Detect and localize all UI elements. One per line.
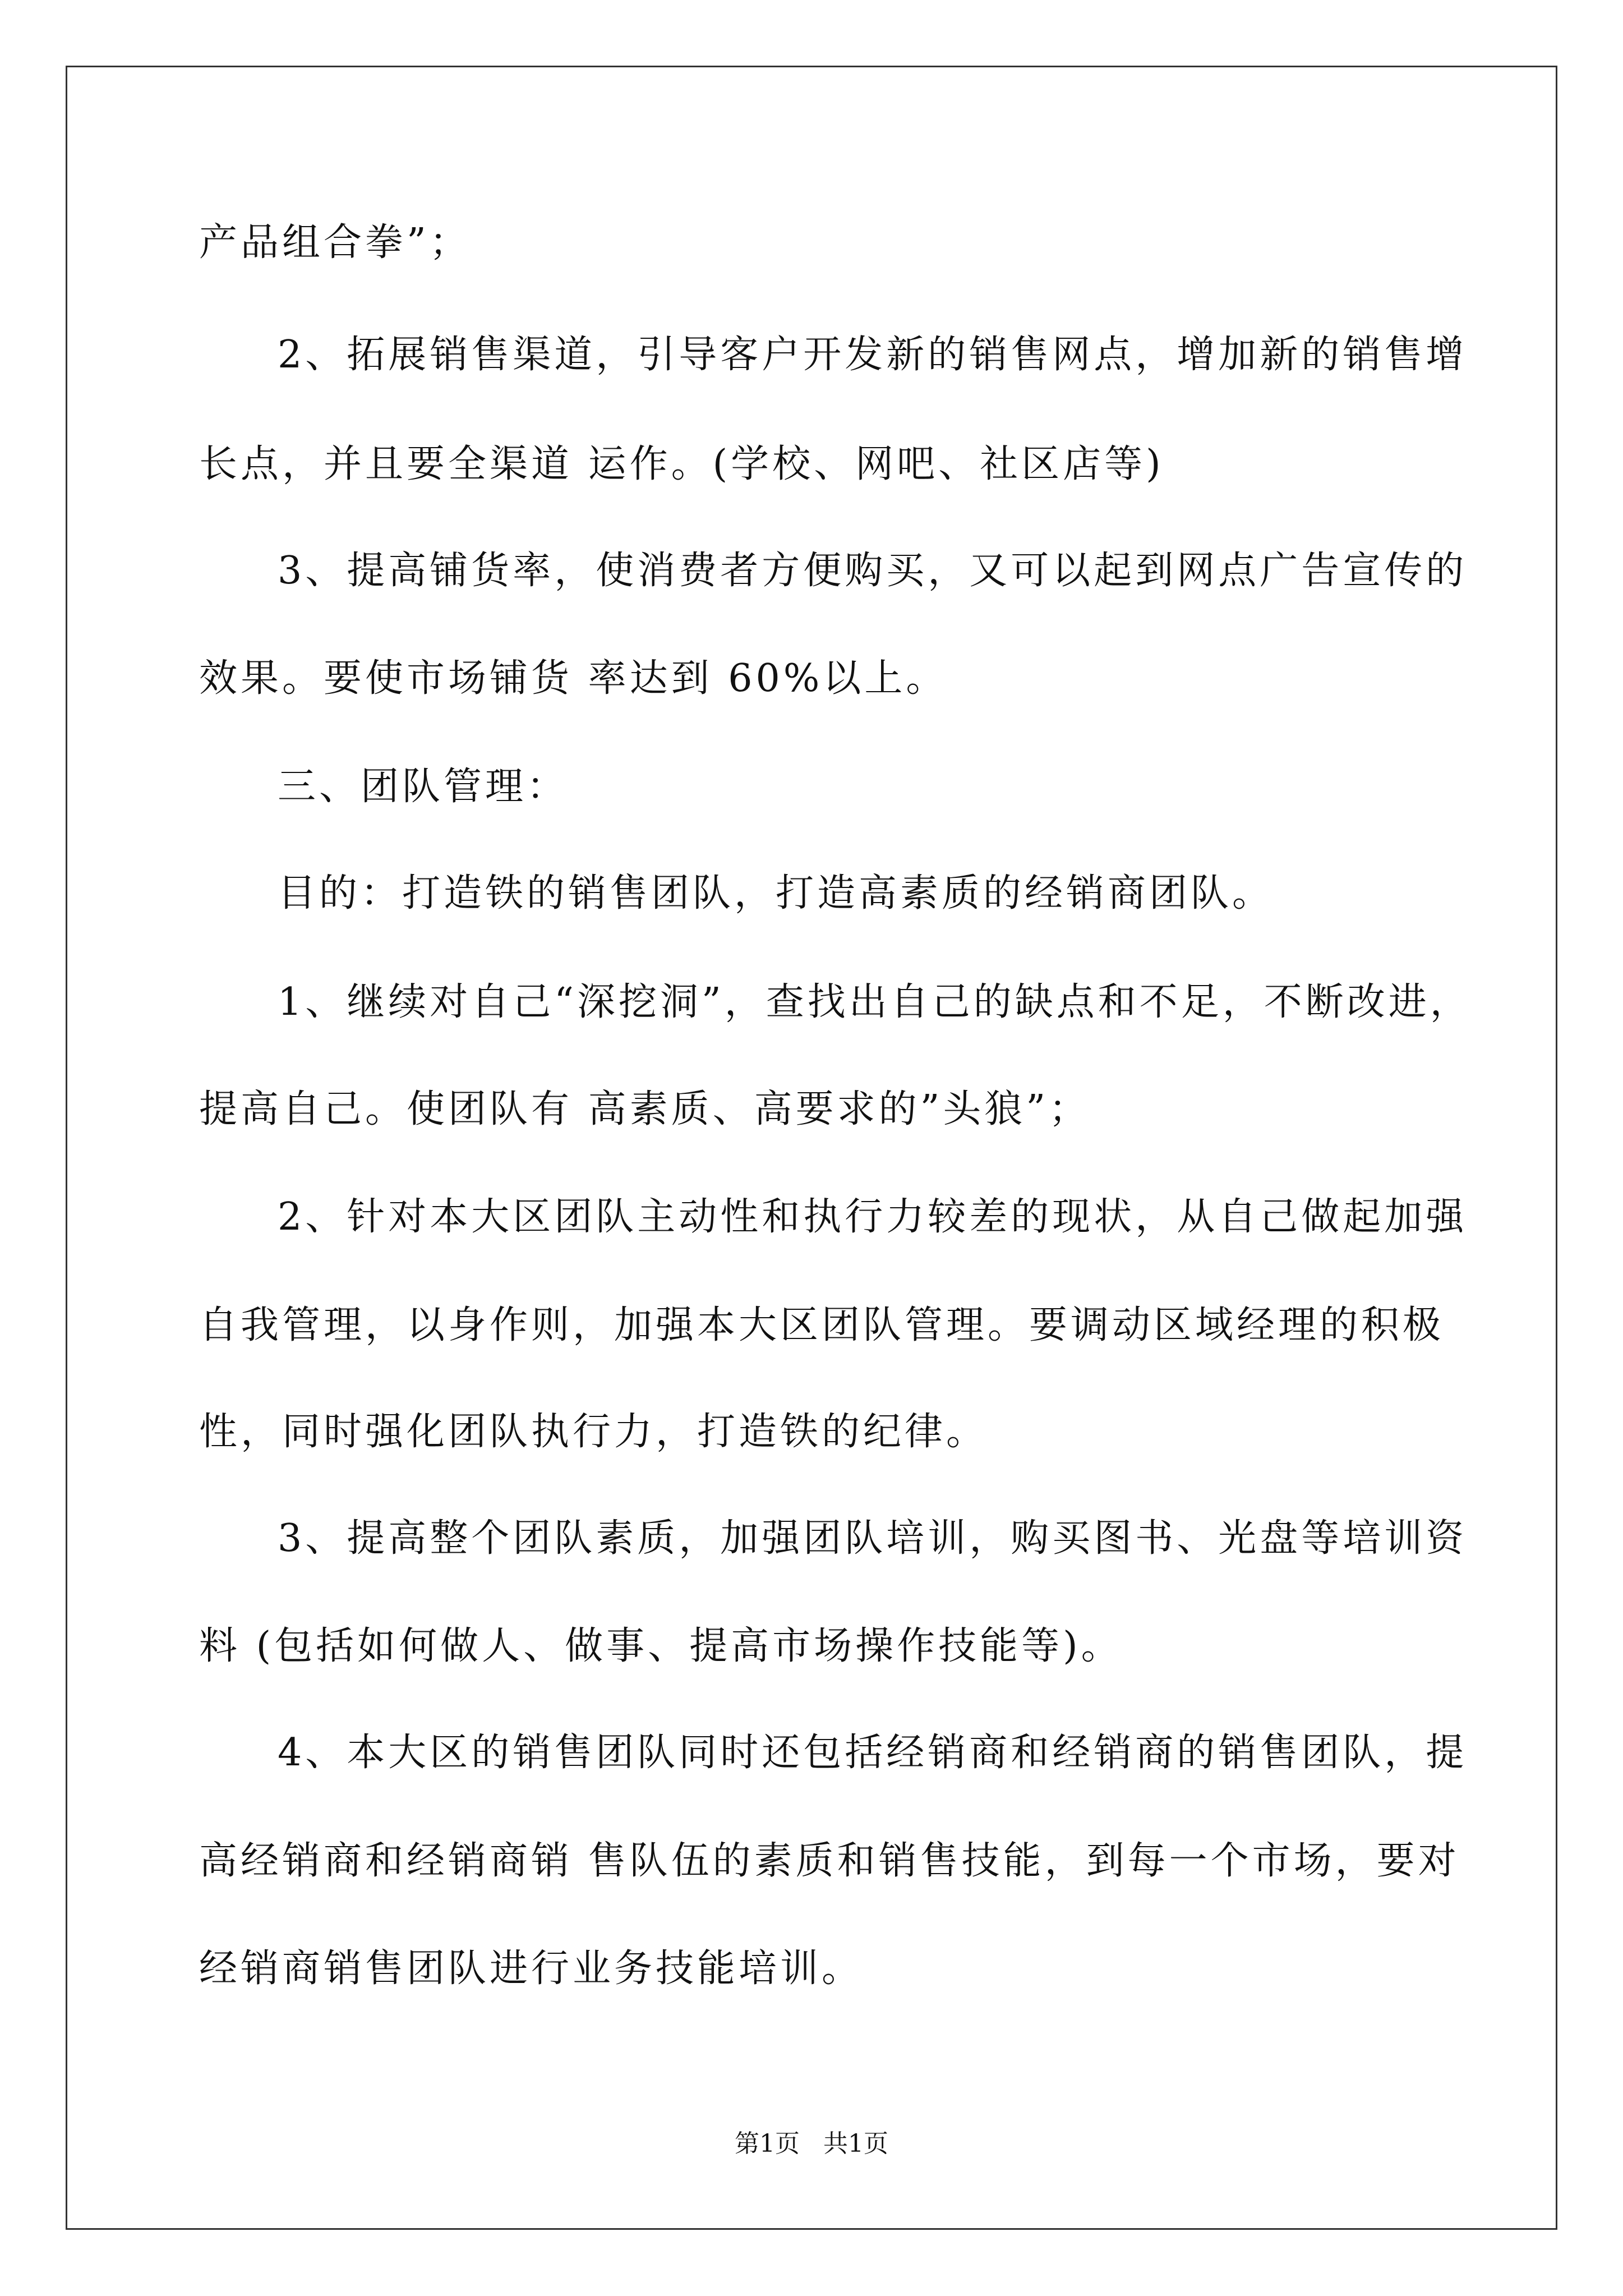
- text-line: 4、本大区的销售团队同时还包括经销商和经销商的销售团队，提: [278, 1731, 1468, 1775]
- text-line: 效果。要使市场铺货 率达到 60%以上。: [199, 656, 948, 701]
- section-heading: 三、团队管理：: [278, 765, 569, 809]
- text-line: 1、继续对自己“深挖洞”，查找出自己的缺点和不足，不断改进，: [278, 980, 1472, 1024]
- text-line: 料 (包括如何做人、做事、提高市场操作技能等)。: [199, 1624, 1123, 1668]
- text-line: 2、拓展销售渠道，引导客户开发新的销售网点，增加新的销售增: [278, 333, 1468, 377]
- page-frame: [66, 66, 1557, 2230]
- text-line: 2、针对本大区团队主动性和执行力较差的现状，从自己做起加强: [278, 1195, 1468, 1239]
- text-line: 经销商销售团队进行业务技能培训。: [199, 1947, 864, 1991]
- text-line: 自我管理，以身作则，加强本大区团队管理。要调动区域经理的积极: [199, 1303, 1445, 1347]
- text-line: 高经销商和经销商销 售队伍的素质和销售技能，到每一个市场，要对: [199, 1839, 1460, 1883]
- text-line: 产品组合拳”；: [199, 220, 471, 265]
- text-line: 目的：打造铁的销售团队，打造高素质的经销商团队。: [278, 871, 1274, 915]
- text-line: 提高自己。使团队有 高素质、高要求的”头狼”；: [199, 1087, 1091, 1131]
- text-line: 长点，并且要全渠道 运作。(学校、网吧、社区店等): [199, 442, 1164, 486]
- text-line: 3、提高铺货率，使消费者方便购买，又可以起到网点广告宣传的: [278, 549, 1468, 593]
- text-line: 性，同时强化团队执行力，打造铁的纪律。: [199, 1410, 988, 1454]
- page-footer: 第1页 共1页: [735, 2129, 888, 2158]
- text-line: 3、提高整个团队素质，加强团队培训，购买图书、光盘等培训资: [278, 1516, 1468, 1561]
